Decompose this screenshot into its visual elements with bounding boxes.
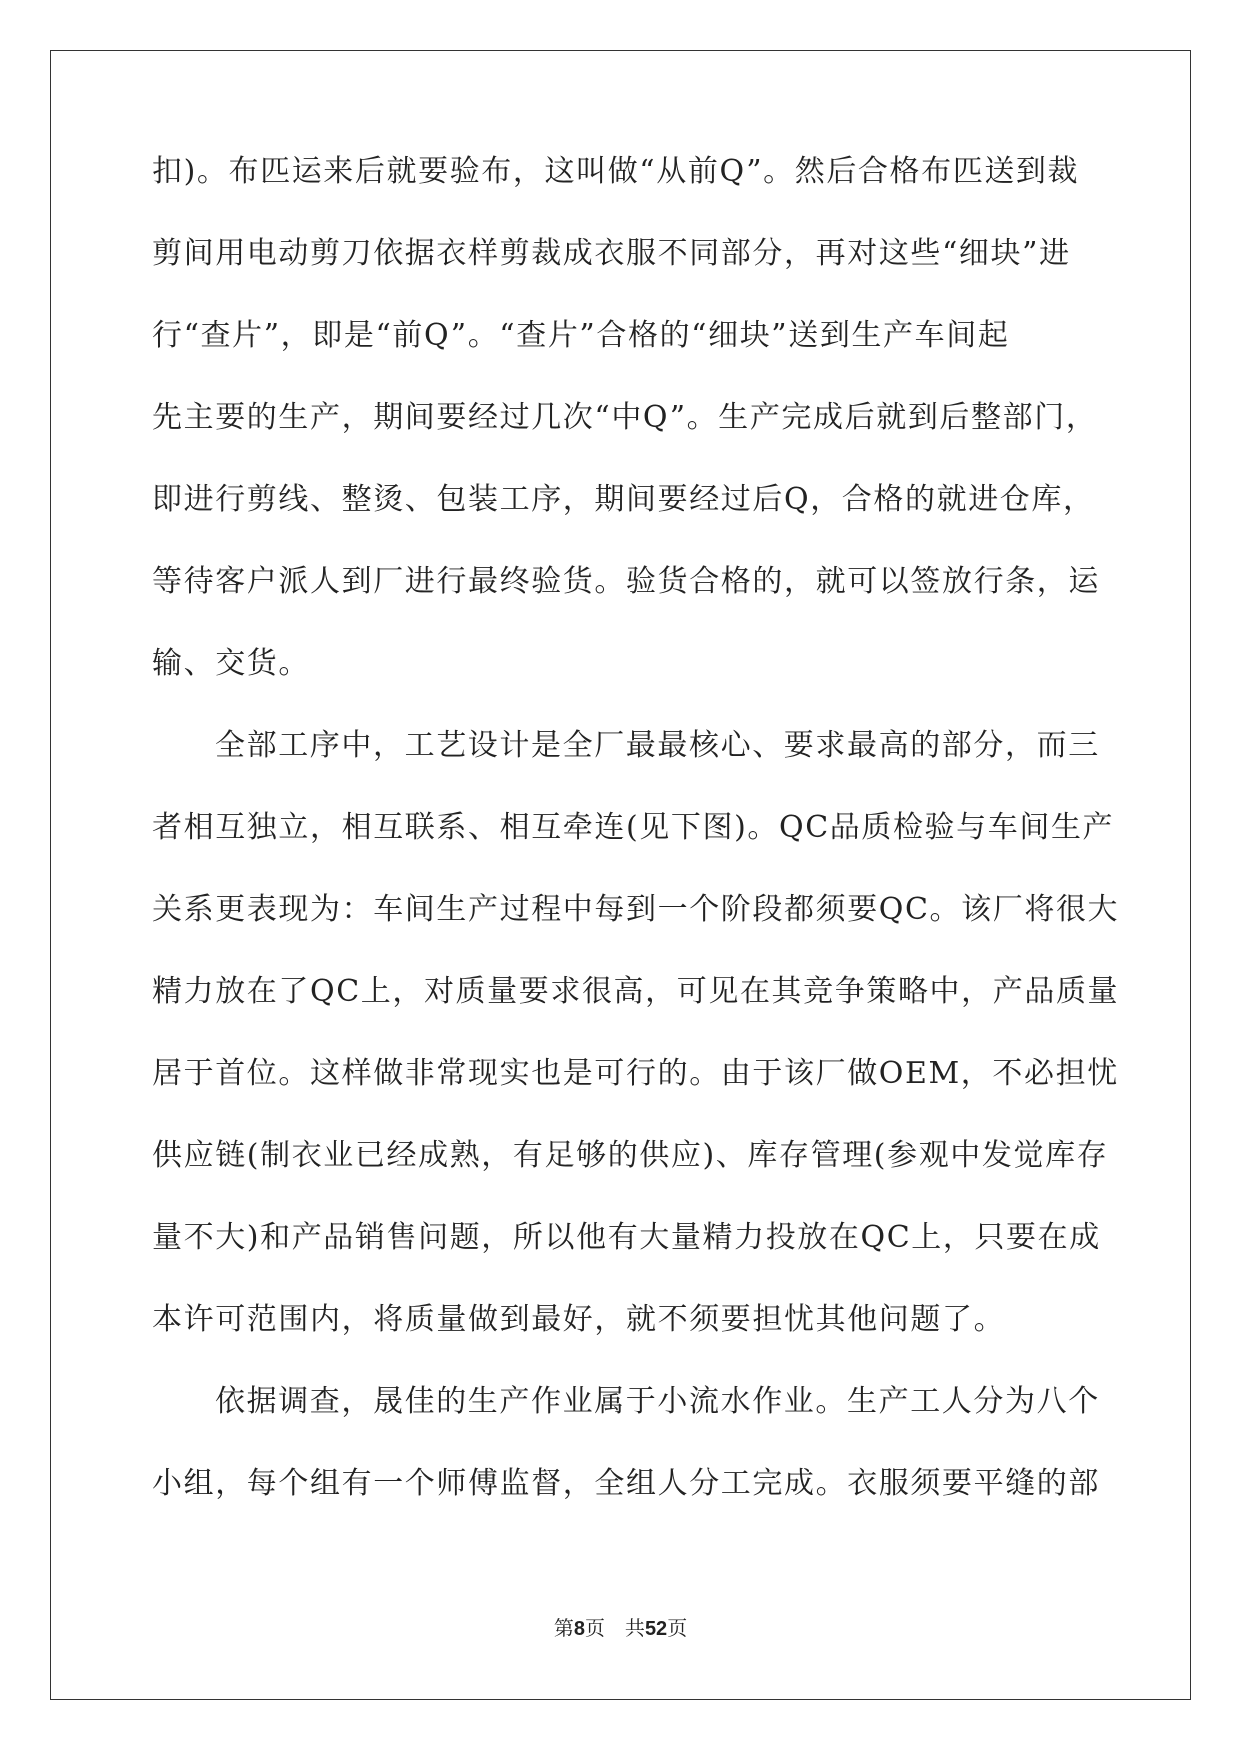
footer-prefix: 第 <box>553 1616 574 1640</box>
current-page-number: 8 <box>573 1618 585 1640</box>
footer-middle: 页 共 <box>584 1616 645 1640</box>
page-border <box>50 50 1191 1700</box>
text-line: 关系更表现为：车间生产过程中每到一个阶段都须要QC。该厂将很大 <box>152 892 1120 927</box>
text-line: 先主要的生产，期间要经过几次“中Q”。生产完成后就到后整部门， <box>152 400 1098 435</box>
text-line: 供应链(制衣业已经成熟，有足够的供应)、库存管理(参观中发觉库存 <box>152 1138 1109 1173</box>
footer-suffix: 页 <box>667 1616 688 1640</box>
text-line: 者相互独立，相互联系、相互牵连(见下图)。QC品质检验与车间生产 <box>152 810 1115 845</box>
paragraph-start-line: 依据调查，晟佳的生产作业属于小流水作业。生产工人分为八个 <box>215 1384 1100 1419</box>
text-line: 小组，每个组有一个师傅监督，全组人分工完成。衣服须要平缝的部 <box>152 1466 1100 1501</box>
text-line: 即进行剪线、整烫、包装工序，期间要经过后Q，合格的就进仓库， <box>152 482 1095 517</box>
text-line: 扣)。布匹运来后就要验布，这叫做“从前Q”。然后合格布匹送到裁 <box>152 154 1080 189</box>
text-line: 等待客户派人到厂进行最终验货。验货合格的，就可以签放行条，运 <box>152 564 1100 599</box>
text-line: 量不大)和产品销售问题，所以他有大量精力投放在QC上，只要在成 <box>152 1220 1101 1255</box>
text-line: 行“查片”，即是“前Q”。“查片”合格的“细块”送到生产车间起 <box>152 318 1010 353</box>
text-line: 精力放在了QC上，对质量要求很高，可见在其竞争策略中，产品质量 <box>152 974 1120 1009</box>
paragraph-start-line: 全部工序中，工艺设计是全厂最最核心、要求最高的部分，而三 <box>215 728 1100 763</box>
total-pages-number: 52 <box>644 1618 668 1640</box>
text-line: 剪间用电动剪刀依据衣样剪裁成衣服不同部分，再对这些“细块”进 <box>152 236 1071 271</box>
page-footer <box>0 1614 1241 1643</box>
text-line: 本许可范围内，将质量做到最好，就不须要担忧其他问题了。 <box>152 1302 1006 1337</box>
text-line: 输、交货。 <box>152 646 310 681</box>
text-line: 居于首位。这样做非常现实也是可行的。由于该厂做OEM，不必担忧 <box>152 1056 1119 1091</box>
